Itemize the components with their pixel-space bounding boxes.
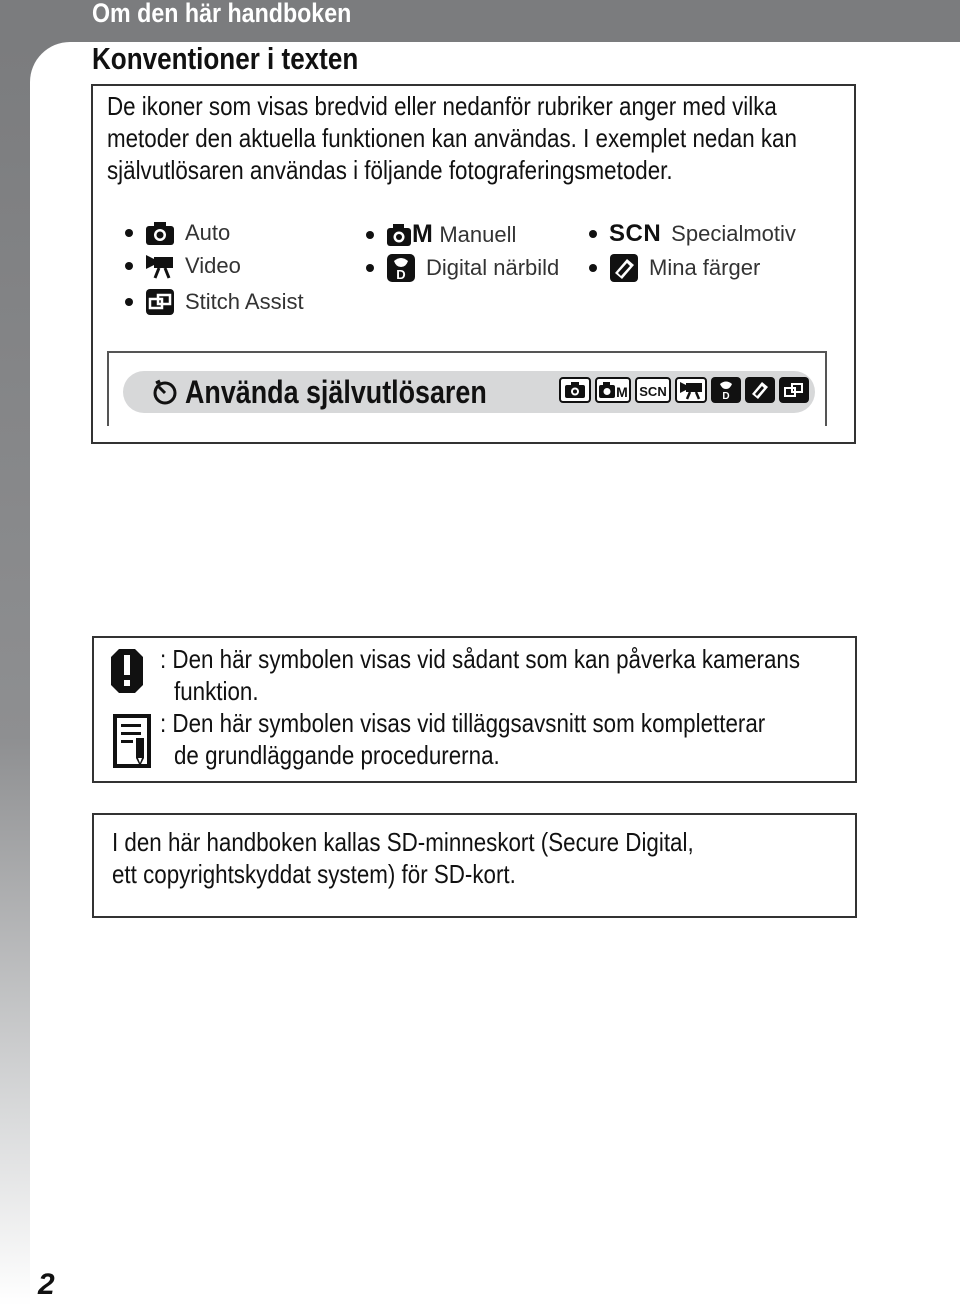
mode-item-stitch-assist xyxy=(125,288,304,316)
intro-line-3: självutlösaren användas i följande fotograferingsmetoder. xyxy=(107,155,673,185)
movie-camera-icon xyxy=(675,377,707,403)
page-number: 2 xyxy=(38,1268,55,1301)
intro-line-2: metoder den aktuella funktionen kan användas. I exemplet nedan kan xyxy=(107,123,797,153)
macro-mini-text: D xyxy=(722,391,730,401)
mode-label-video: Video xyxy=(185,253,241,278)
note-text-line-2: de grundläggande procedurerna. xyxy=(174,740,500,770)
mode-item-my-colors xyxy=(589,253,760,283)
camera-auto-icon xyxy=(559,377,591,403)
digital-macro-icon xyxy=(711,377,741,403)
example-title: Använda självutlösaren xyxy=(185,374,487,410)
note-pencil-icon xyxy=(112,712,152,775)
side-bar xyxy=(0,42,30,1306)
mode-label-scn: Specialmotiv xyxy=(671,221,796,246)
camera-manual-icon xyxy=(595,377,631,403)
caution-text-line-1: : Den här symbolen visas vid sådant som kan påverka kamerans xyxy=(160,644,801,674)
mode-item-auto xyxy=(125,220,230,246)
manual-mini-text: M xyxy=(616,384,628,399)
page-title: Konventioner i texten xyxy=(92,41,359,76)
sd-note-box xyxy=(92,813,857,918)
caution-icon xyxy=(110,648,144,699)
section-header: Om den här handboken xyxy=(92,0,352,28)
bullet xyxy=(125,298,133,306)
mode-item-digital-macro xyxy=(366,253,559,283)
mode-label-stitch-assist: Stitch Assist xyxy=(185,289,304,314)
mode-item-scn xyxy=(589,220,796,248)
symbols-box xyxy=(92,636,857,783)
mode-label-auto: Auto xyxy=(185,220,231,245)
note-text-line-1: : Den här symbolen visas vid tilläggsavsnitt som kompletterar xyxy=(160,708,766,738)
digital-macro-icon xyxy=(386,253,416,283)
sd-note-line-1: I den här handboken kallas SD-minneskort (Secure Digital, xyxy=(112,827,694,857)
caution-text-line-2: funktion. xyxy=(174,676,259,706)
mode-label-digital-macro: Digital närbild xyxy=(426,255,560,280)
scn-icon xyxy=(635,377,671,403)
mode-label-my-colors: Mina färger xyxy=(649,255,761,280)
stitch-assist-icon xyxy=(779,377,809,403)
camera-manual-icon xyxy=(386,220,433,249)
bullet xyxy=(125,229,133,237)
bullet xyxy=(366,264,374,272)
scn-icon: SCN xyxy=(609,220,662,247)
bullet xyxy=(589,230,597,238)
mode-icon-strip xyxy=(559,377,809,403)
movie-camera-icon xyxy=(145,253,175,279)
macro-icon-text: D xyxy=(396,267,406,282)
bullet xyxy=(125,262,133,270)
camera-auto-icon xyxy=(145,220,175,246)
intro-line-1: De ikoner som visas bredvid eller nedanför rubriker anger med vilka xyxy=(107,91,777,121)
bullet xyxy=(366,231,374,239)
my-colors-icon xyxy=(609,253,639,283)
self-timer-icon xyxy=(151,378,179,411)
my-colors-icon xyxy=(745,377,775,403)
bullet xyxy=(589,264,597,272)
corner-curve xyxy=(30,42,70,82)
mode-item-video xyxy=(125,253,241,279)
mode-item-manual xyxy=(366,220,516,249)
mode-label-manual: Manuell xyxy=(439,221,517,247)
stitch-assist-icon xyxy=(145,288,175,316)
conventions-box xyxy=(91,84,856,444)
scn-mini-text: SCN xyxy=(639,384,667,399)
manual-icon-text: M xyxy=(412,220,434,248)
sd-note-line-2: ett copyrightskyddat system) för SD-kort. xyxy=(112,859,516,889)
